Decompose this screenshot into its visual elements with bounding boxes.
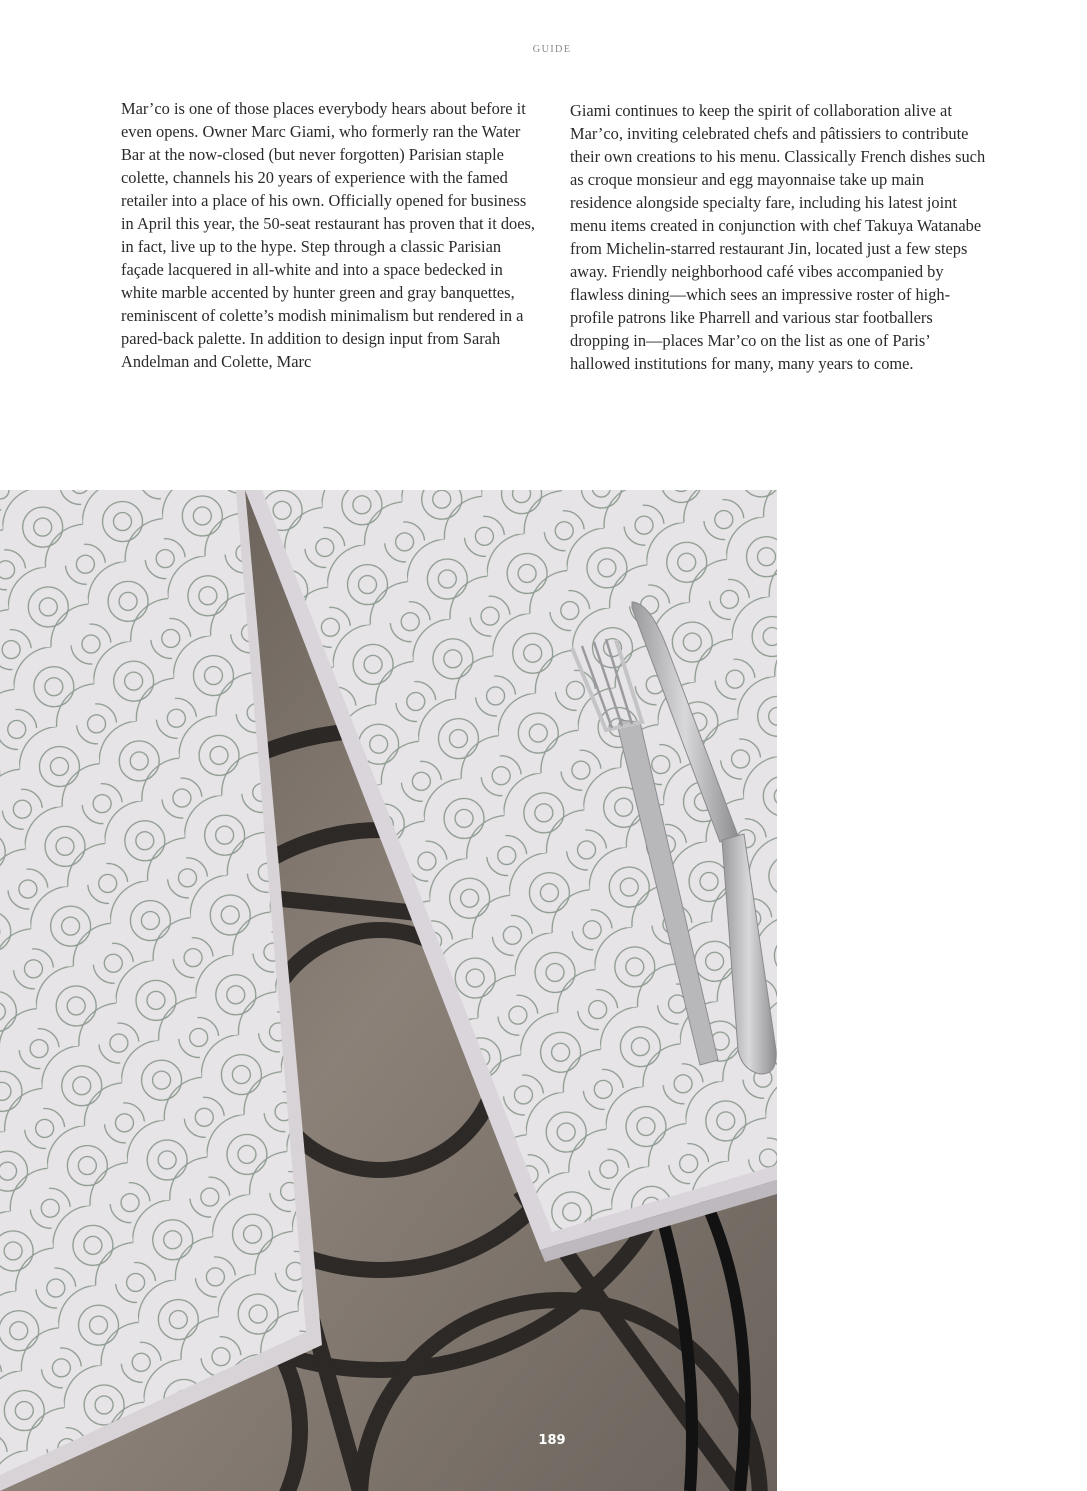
restaurant-table-photo (0, 490, 777, 1491)
article-paragraph-right: Giami continues to keep the spirit of collaboration alive at Mar’co, inviting celebrated chefs and pâtissiers to contribute their own creations to his menu. Classically French dishes such as croque monsieur and egg mayonnaise take up main residence alongside specialty fare, including his latest joint menu items created in conjunction with chef Takuya Watanabe from Michelin-starred restaurant Jin, located just a few steps away. Friendly neighborhood café vibes accompanied by flawless dining—which sees an impressive roster of high-profile patrons like Pharrell and various star footballers dropping in—places Mar’co on the list as one of Paris’ hallowed institutions for many, many years to come. (570, 101, 986, 373)
page-number: 189 (538, 1433, 566, 1448)
article-column-right (570, 99, 990, 375)
section-label: GUIDE (532, 44, 572, 55)
article-column-left (121, 97, 539, 373)
article-paragraph-left: Mar’co is one of those places everybody hears about before it even opens. Owner Marc Giami, who formerly ran the Water Bar at the now-closed (but never forgotten) Parisian staple colette, channels his 20 years of experience with the famed retailer into a place of his own. Officially opened for business in April this year, the 50-seat restaurant has proven that it does, in fact, live up to the hype. Step through a classic Parisian façade lacquered in all-white and into a space bedecked in white marble accented by hunter green and gray banquettes, reminiscent of colette’s modish minimalism but rendered in a pared-back palette. In addition to design input from Sarah Andelman and Colette, Marc (121, 99, 536, 371)
